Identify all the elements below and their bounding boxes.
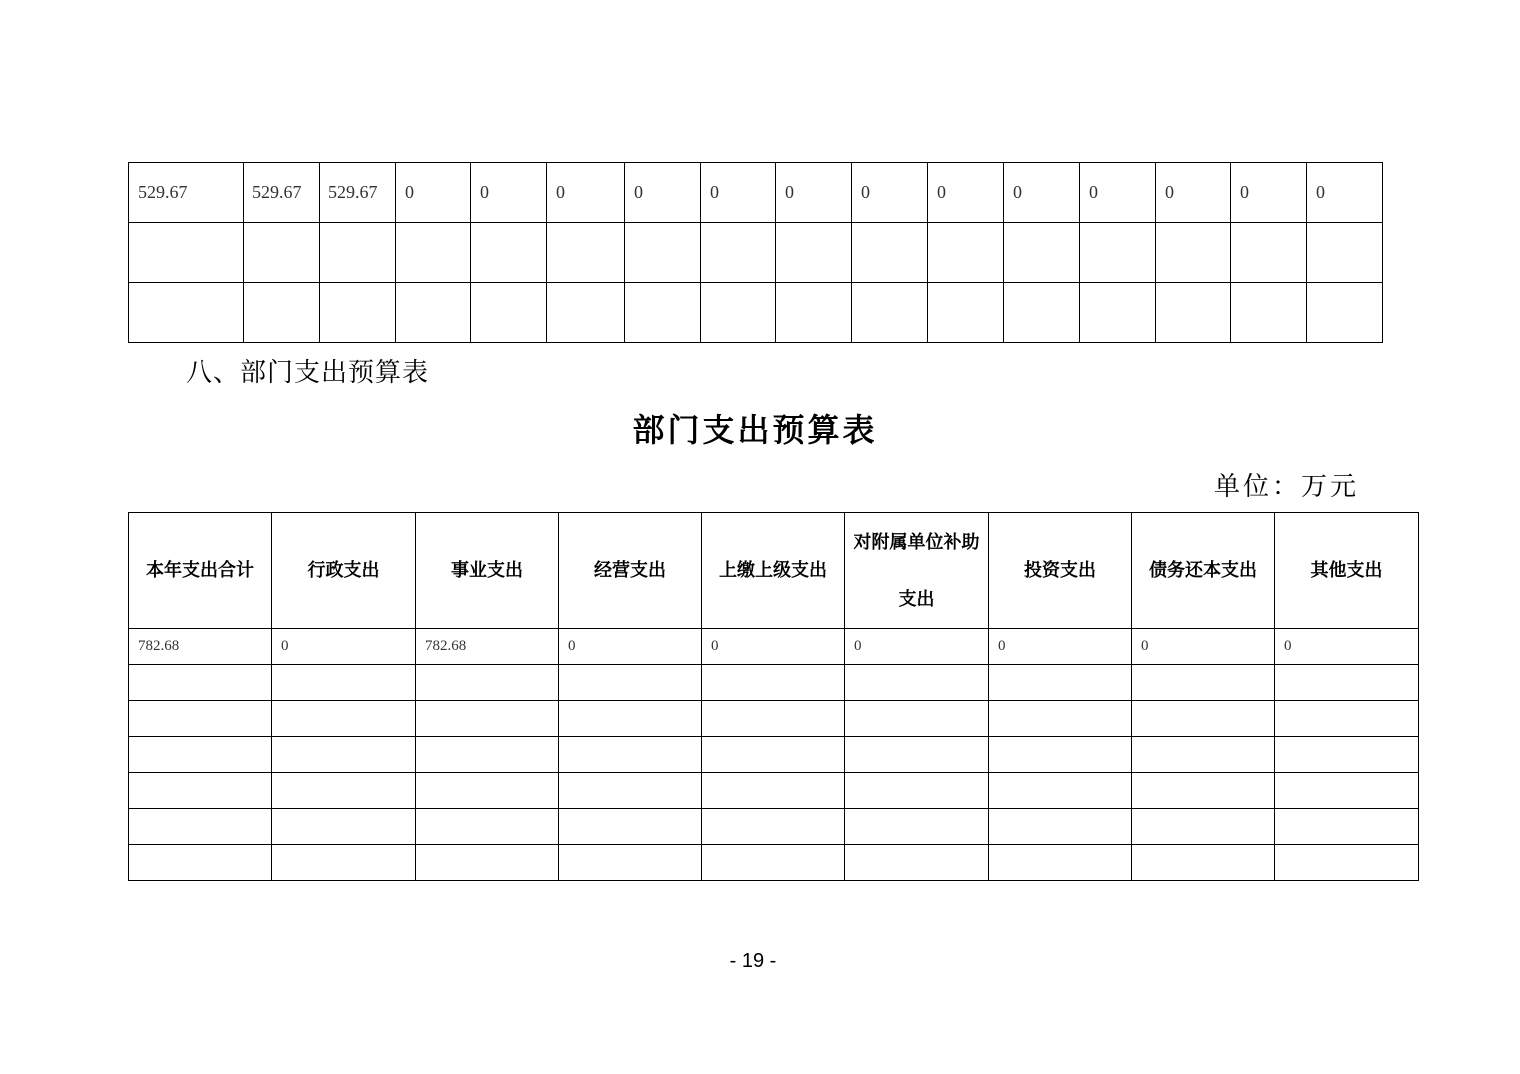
table-cell	[320, 223, 396, 283]
column-header: 行政支出	[272, 513, 416, 629]
table-cell	[702, 737, 845, 773]
table-row	[129, 665, 1419, 701]
table-row	[129, 223, 1383, 283]
table-cell: 782.68	[129, 629, 272, 665]
table-cell	[989, 773, 1132, 809]
table-cell: 0	[1307, 163, 1383, 223]
unit-label: 单位：万元	[1214, 472, 1360, 502]
table-cell: 0	[547, 163, 625, 223]
table-cell	[1275, 809, 1419, 845]
table-cell	[471, 283, 547, 343]
table-cell	[129, 773, 272, 809]
table-cell: 0	[701, 163, 776, 223]
table-cell	[416, 737, 559, 773]
table-cell	[1132, 773, 1275, 809]
table-row	[129, 283, 1383, 343]
table-cell	[989, 845, 1132, 881]
table-cell: 0	[776, 163, 852, 223]
table-cell	[1132, 845, 1275, 881]
table-cell	[989, 809, 1132, 845]
table-cell	[129, 809, 272, 845]
table-cell: 529.67	[129, 163, 244, 223]
page-number: - 19 -	[729, 950, 777, 972]
table-cell	[1080, 223, 1156, 283]
table-cell	[559, 737, 702, 773]
table-cell: 0	[559, 629, 702, 665]
table-row	[129, 629, 1419, 665]
column-header: 债务还本支出	[1132, 513, 1275, 629]
table-cell: 529.67	[320, 163, 396, 223]
column-header: 上缴上级支出	[702, 513, 845, 629]
table-cell	[989, 665, 1132, 701]
table-cell	[1275, 701, 1419, 737]
section-heading: 八、部门支出预算表	[186, 358, 430, 388]
table-cell	[1275, 773, 1419, 809]
table-cell	[272, 737, 416, 773]
table-cell	[1004, 223, 1080, 283]
table-cell: 782.68	[416, 629, 559, 665]
table-cell	[559, 773, 702, 809]
table-cell	[702, 773, 845, 809]
table-cell: 0	[625, 163, 701, 223]
table-cell	[1132, 737, 1275, 773]
column-header: 经营支出	[559, 513, 702, 629]
table-cell	[129, 845, 272, 881]
table-title: 部门支出预算表	[632, 411, 878, 449]
table-cell	[129, 665, 272, 701]
table-cell	[625, 223, 701, 283]
previous-table-continuation	[128, 162, 1383, 343]
table-cell	[1307, 223, 1383, 283]
table-cell	[416, 701, 559, 737]
table-cell	[547, 223, 625, 283]
table-cell: 0	[1275, 629, 1419, 665]
table-cell	[1132, 701, 1275, 737]
table-cell	[416, 773, 559, 809]
table-cell	[129, 223, 244, 283]
table-cell: 0	[1080, 163, 1156, 223]
table-cell	[702, 701, 845, 737]
table-cell	[1080, 283, 1156, 343]
table-cell	[396, 283, 471, 343]
table-cell	[1156, 283, 1231, 343]
table-row	[129, 701, 1419, 737]
table-cell	[1156, 223, 1231, 283]
table-cell	[845, 773, 989, 809]
table-cell	[928, 283, 1004, 343]
column-header: 本年支出合计	[129, 513, 272, 629]
table-cell	[1275, 665, 1419, 701]
table-cell: 0	[471, 163, 547, 223]
table-row	[129, 809, 1419, 845]
table-cell	[989, 737, 1132, 773]
column-header: 投资支出	[989, 513, 1132, 629]
table-cell	[1275, 737, 1419, 773]
table-cell: 0	[989, 629, 1132, 665]
table-cell: 0	[1004, 163, 1080, 223]
table-cell	[1132, 809, 1275, 845]
table-row	[129, 845, 1419, 881]
table-row	[129, 737, 1419, 773]
table-cell	[1275, 845, 1419, 881]
table-cell	[928, 223, 1004, 283]
table-cell	[845, 809, 989, 845]
table-cell	[129, 283, 244, 343]
table-cell: 0	[1231, 163, 1307, 223]
table-row	[129, 163, 1383, 223]
table-cell	[272, 845, 416, 881]
table-cell: 529.67	[244, 163, 320, 223]
table-cell	[272, 773, 416, 809]
table-cell: 0	[928, 163, 1004, 223]
table-cell: 0	[845, 629, 989, 665]
table-cell	[701, 283, 776, 343]
table-cell	[1004, 283, 1080, 343]
table-cell	[702, 809, 845, 845]
table-cell: 0	[396, 163, 471, 223]
table-cell	[559, 701, 702, 737]
header-row	[129, 513, 1419, 629]
table-cell: 0	[1156, 163, 1231, 223]
table-cell	[471, 223, 547, 283]
table-cell	[702, 845, 845, 881]
table-cell	[244, 223, 320, 283]
table-cell	[396, 223, 471, 283]
table-cell	[845, 701, 989, 737]
table-cell	[244, 283, 320, 343]
table-cell	[416, 845, 559, 881]
table-cell	[852, 283, 928, 343]
table-cell	[702, 665, 845, 701]
table-cell: 0	[852, 163, 928, 223]
table-cell	[776, 223, 852, 283]
table-cell	[701, 223, 776, 283]
table-cell	[272, 665, 416, 701]
table-cell	[845, 665, 989, 701]
table-cell	[547, 283, 625, 343]
table-cell	[776, 283, 852, 343]
table-cell	[1307, 283, 1383, 343]
table-cell	[559, 845, 702, 881]
table-cell	[625, 283, 701, 343]
table-row	[129, 773, 1419, 809]
table-cell	[1231, 283, 1307, 343]
table-cell	[989, 701, 1132, 737]
table-cell	[845, 737, 989, 773]
table-cell	[320, 283, 396, 343]
table-cell	[1132, 665, 1275, 701]
table-cell	[559, 665, 702, 701]
table-cell	[129, 701, 272, 737]
expenditure-budget-table	[128, 512, 1419, 881]
table-cell: 0	[272, 629, 416, 665]
table-cell	[272, 809, 416, 845]
column-header: 事业支出	[416, 513, 559, 629]
table-cell	[416, 809, 559, 845]
table-cell	[1231, 223, 1307, 283]
table-cell	[852, 223, 928, 283]
table-cell	[129, 737, 272, 773]
table-cell: 0	[1132, 629, 1275, 665]
table-cell	[272, 701, 416, 737]
column-header: 其他支出	[1275, 513, 1419, 629]
table-cell	[416, 665, 559, 701]
table-cell	[559, 809, 702, 845]
table-cell: 0	[702, 629, 845, 665]
column-header: 对附属单位补助支出	[845, 513, 989, 629]
table-cell	[845, 845, 989, 881]
